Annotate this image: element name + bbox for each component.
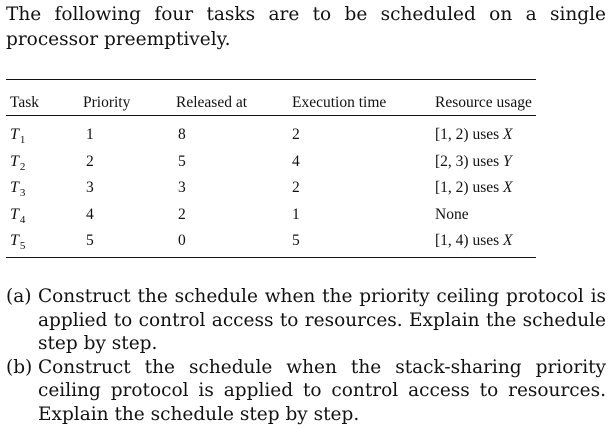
question-item [6, 356, 606, 427]
question-list [6, 285, 606, 426]
table-header-row [6, 92, 546, 114]
resource-id: X [503, 232, 513, 250]
table-row [6, 202, 546, 229]
priority-cell: 3 [86, 179, 94, 197]
header-released-at: Released at [176, 94, 248, 111]
task-letter: T [10, 126, 19, 144]
intro-paragraph: The following four tasks are to be scheduled on a single processor preemptively. [6, 4, 606, 50]
resource-usage-cell [435, 202, 546, 229]
execution-time-cell: 4 [292, 152, 300, 170]
task-letter: T [10, 179, 19, 197]
resource-interval: [1, 4) uses [435, 232, 504, 250]
task-cell [6, 175, 83, 202]
task-index: 2 [19, 160, 26, 173]
resource-id: X [503, 179, 513, 197]
task-cell [6, 228, 83, 255]
task-letter: T [10, 232, 19, 250]
task-index: 4 [19, 213, 26, 226]
released-at-cell: 3 [178, 179, 186, 197]
table-top-rule [6, 79, 536, 80]
resource-interval: [2, 3) uses [435, 152, 504, 170]
question-text: Construct the schedule when the stack-sharing priority ceiling protocol is applied to control access to resources. Explain the schedule step by step. [38, 356, 606, 425]
priority-cell: 1 [86, 126, 94, 144]
header-priority: Priority [83, 94, 131, 111]
header-resource-usage: Resource usage [435, 94, 532, 111]
question-item [6, 285, 606, 356]
header-task: Task [10, 94, 40, 111]
question-marker: (a) [6, 286, 32, 307]
resource-usage-cell [435, 175, 546, 202]
released-at-cell: 5 [178, 152, 186, 170]
released-at-cell: 2 [178, 205, 186, 223]
execution-time-cell: 1 [292, 205, 300, 223]
execution-time-cell: 2 [292, 179, 300, 197]
execution-time-cell: 2 [292, 126, 300, 144]
table-row [6, 114, 546, 149]
priority-cell: 4 [86, 205, 94, 223]
priority-cell: 5 [86, 232, 94, 250]
resource-id: Y [503, 152, 512, 170]
task-cell [6, 149, 83, 176]
task-table [6, 92, 546, 255]
question-marker: (b) [6, 356, 33, 378]
table-row [6, 228, 546, 255]
task-index: 5 [19, 240, 26, 253]
resource-usage-cell [435, 149, 546, 176]
task-index: 3 [19, 187, 26, 200]
task-cell [6, 114, 83, 149]
task-index: 1 [19, 134, 26, 147]
released-at-cell: 0 [178, 232, 186, 250]
released-at-cell: 8 [178, 126, 186, 144]
table-row [6, 175, 546, 202]
task-letter: T [10, 152, 19, 170]
question-text: Construct the schedule when the priority ceiling protocol is applied to control access to resources. Explain the schedule step by step. [38, 286, 606, 354]
header-execution-time: Execution time [292, 94, 387, 111]
resource-interval: [1, 2) uses [435, 126, 504, 144]
table-row [6, 149, 546, 176]
resource-interval: None [435, 205, 469, 223]
execution-time-cell: 5 [292, 232, 300, 250]
resource-usage-cell [435, 114, 546, 149]
priority-cell: 2 [86, 152, 94, 170]
task-cell [6, 202, 83, 229]
task-letter: T [10, 205, 19, 223]
resource-id: X [503, 126, 513, 144]
resource-interval: [1, 2) uses [435, 179, 504, 197]
resource-usage-cell [435, 228, 546, 255]
table-bottom-rule [6, 257, 536, 258]
